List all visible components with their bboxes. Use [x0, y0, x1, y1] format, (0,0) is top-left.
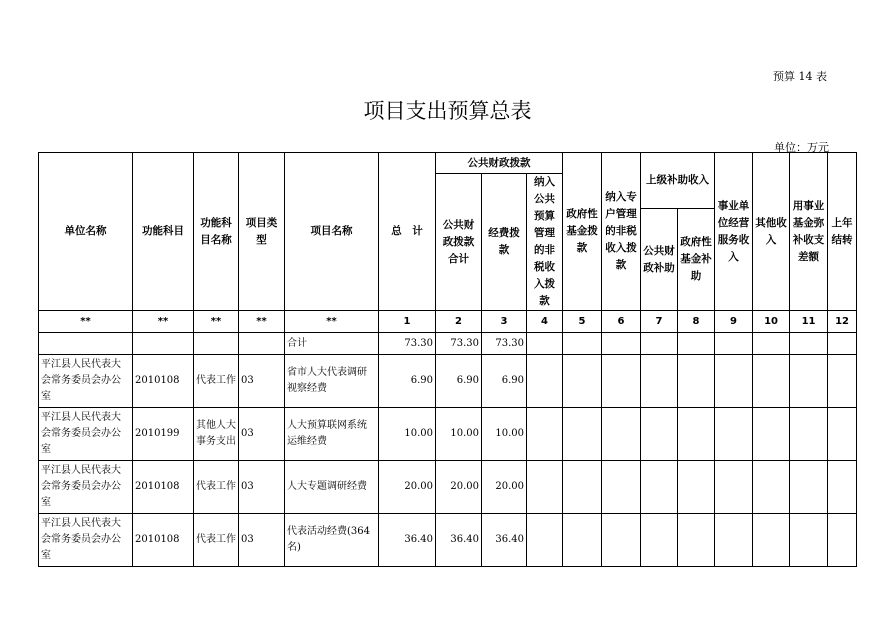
index-cell: **: [285, 311, 379, 333]
index-cell: 8: [678, 311, 715, 333]
func-name-cell: 其他人大事务支出: [194, 408, 239, 461]
index-cell: 10: [753, 311, 790, 333]
table-row: [39, 355, 857, 408]
project-type-cell: 03: [239, 461, 285, 514]
project-type-cell: 03: [239, 355, 285, 408]
empty-cell: [753, 461, 790, 514]
public-finance-subtotal-cell: 36.40: [436, 514, 482, 567]
table-row: [39, 333, 857, 355]
page-title: 项目支出预算总表: [363, 99, 532, 123]
empty-cell: [602, 408, 641, 461]
func-code-cell: 2010108: [133, 514, 194, 567]
empty-cell: [828, 355, 857, 408]
header-total: 总 计: [379, 153, 436, 311]
project-type-cell: [239, 333, 285, 355]
header-fund-offset: 用事业基金弥补收支差额: [790, 153, 828, 311]
empty-cell: [715, 333, 753, 355]
empty-cell: [641, 333, 678, 355]
header-in-budget-mgmt: 纳入公共预算管理的非税收入拨款: [527, 174, 563, 311]
empty-cell: [563, 355, 602, 408]
empty-cell: [715, 355, 753, 408]
unit-label: 单位：万元: [774, 141, 829, 154]
empty-cell: [678, 333, 715, 355]
empty-cell: [563, 333, 602, 355]
empty-cell: [563, 408, 602, 461]
index-cell: 2: [436, 311, 482, 333]
table-row: [39, 461, 857, 514]
empty-cell: [641, 408, 678, 461]
unit-name-cell: 平江县人民代表大会常务委员会办公室: [39, 461, 133, 514]
empty-cell: [753, 408, 790, 461]
empty-cell: [527, 355, 563, 408]
empty-cell: [828, 408, 857, 461]
func-code-cell: 2010199: [133, 408, 194, 461]
empty-cell: [790, 461, 828, 514]
empty-cell: [753, 355, 790, 408]
func-code-cell: 2010108: [133, 355, 194, 408]
index-cell: **: [133, 311, 194, 333]
header-unit-name: 单位名称: [39, 153, 133, 311]
func-name-cell: 代表工作: [194, 355, 239, 408]
header-upper-public: 公共财政补助: [641, 209, 678, 311]
header-public-finance-subtotal: 公共财政拨款合计: [436, 174, 482, 311]
expense-alloc-cell: 6.90: [482, 355, 527, 408]
empty-cell: [753, 333, 790, 355]
index-cell: 12: [828, 311, 857, 333]
empty-cell: [527, 461, 563, 514]
total-cell: 73.30: [379, 333, 436, 355]
empty-cell: [527, 333, 563, 355]
empty-cell: [602, 514, 641, 567]
func-name-cell: 代表工作: [194, 461, 239, 514]
public-finance-subtotal-cell: 6.90: [436, 355, 482, 408]
empty-cell: [715, 461, 753, 514]
index-cell: **: [194, 311, 239, 333]
empty-cell: [563, 514, 602, 567]
index-cell: 7: [641, 311, 678, 333]
empty-cell: [678, 408, 715, 461]
header-business-income: 事业单位经营服务收入: [715, 153, 753, 311]
empty-cell: [790, 355, 828, 408]
total-cell: 36.40: [379, 514, 436, 567]
empty-cell: [828, 333, 857, 355]
index-cell: **: [239, 311, 285, 333]
index-cell: 9: [715, 311, 753, 333]
index-row: [39, 311, 857, 333]
header-carryover: 上年结转: [828, 153, 857, 311]
public-finance-subtotal-cell: 10.00: [436, 408, 482, 461]
expense-alloc-cell: 73.30: [482, 333, 527, 355]
empty-cell: [828, 461, 857, 514]
project-type-cell: 03: [239, 514, 285, 567]
empty-cell: [641, 514, 678, 567]
empty-cell: [715, 514, 753, 567]
expense-alloc-cell: 20.00: [482, 461, 527, 514]
unit-name-cell: 平江县人民代表大会常务委员会办公室: [39, 514, 133, 567]
header-special-account: 纳入专户管理的非税收入拨款: [602, 153, 641, 311]
budget-table: [38, 152, 857, 567]
func-name-cell: [194, 333, 239, 355]
func-code-cell: [133, 333, 194, 355]
empty-cell: [828, 514, 857, 567]
index-cell: 11: [790, 311, 828, 333]
project-name-cell: 合计: [285, 333, 379, 355]
empty-cell: [790, 514, 828, 567]
empty-cell: [715, 408, 753, 461]
empty-cell: [641, 355, 678, 408]
header-expense-alloc: 经费拨款: [482, 174, 527, 311]
unit-name-cell: 平江县人民代表大会常务委员会办公室: [39, 355, 133, 408]
public-finance-subtotal-cell: 20.00: [436, 461, 482, 514]
empty-cell: [602, 355, 641, 408]
project-name-cell: 人大预算联网系统运维经费: [285, 408, 379, 461]
unit-name-cell: 平江县人民代表大会常务委员会办公室: [39, 408, 133, 461]
table-number: 预算 14 表: [773, 70, 827, 83]
table-row: [39, 408, 857, 461]
empty-cell: [563, 461, 602, 514]
total-cell: 20.00: [379, 461, 436, 514]
index-cell: 6: [602, 311, 641, 333]
empty-cell: [527, 408, 563, 461]
empty-cell: [678, 514, 715, 567]
empty-cell: [527, 514, 563, 567]
empty-cell: [678, 461, 715, 514]
empty-cell: [753, 514, 790, 567]
total-cell: 6.90: [379, 355, 436, 408]
header-gov-fund: 政府性基金拨款: [563, 153, 602, 311]
expense-alloc-cell: 36.40: [482, 514, 527, 567]
header-upper-subsidy: 上级补助收入: [641, 153, 715, 209]
empty-cell: [790, 408, 828, 461]
index-cell: **: [39, 311, 133, 333]
public-finance-subtotal-cell: 73.30: [436, 333, 482, 355]
index-cell: 5: [563, 311, 602, 333]
header-func-code: 功能科目: [133, 153, 194, 311]
header-project-name: 项目名称: [285, 153, 379, 311]
index-cell: 3: [482, 311, 527, 333]
header-public-finance: 公共财政拨款: [436, 153, 563, 174]
project-name-cell: 省市人大代表调研视察经费: [285, 355, 379, 408]
table-row: [39, 514, 857, 567]
header-upper-gov-fund: 政府性基金补助: [678, 209, 715, 311]
total-cell: 10.00: [379, 408, 436, 461]
empty-cell: [602, 333, 641, 355]
index-cell: 1: [379, 311, 436, 333]
header-project-type: 项目类型: [239, 153, 285, 311]
project-name-cell: 代表活动经费(364名): [285, 514, 379, 567]
empty-cell: [602, 461, 641, 514]
unit-name-cell: [39, 333, 133, 355]
index-cell: 4: [527, 311, 563, 333]
func-code-cell: 2010108: [133, 461, 194, 514]
project-type-cell: 03: [239, 408, 285, 461]
empty-cell: [641, 461, 678, 514]
expense-alloc-cell: 10.00: [482, 408, 527, 461]
header-other-income: 其他收入: [753, 153, 790, 311]
empty-cell: [790, 333, 828, 355]
empty-cell: [678, 355, 715, 408]
header-func-name: 功能科目名称: [194, 153, 239, 311]
project-name-cell: 人大专题调研经费: [285, 461, 379, 514]
func-name-cell: 代表工作: [194, 514, 239, 567]
